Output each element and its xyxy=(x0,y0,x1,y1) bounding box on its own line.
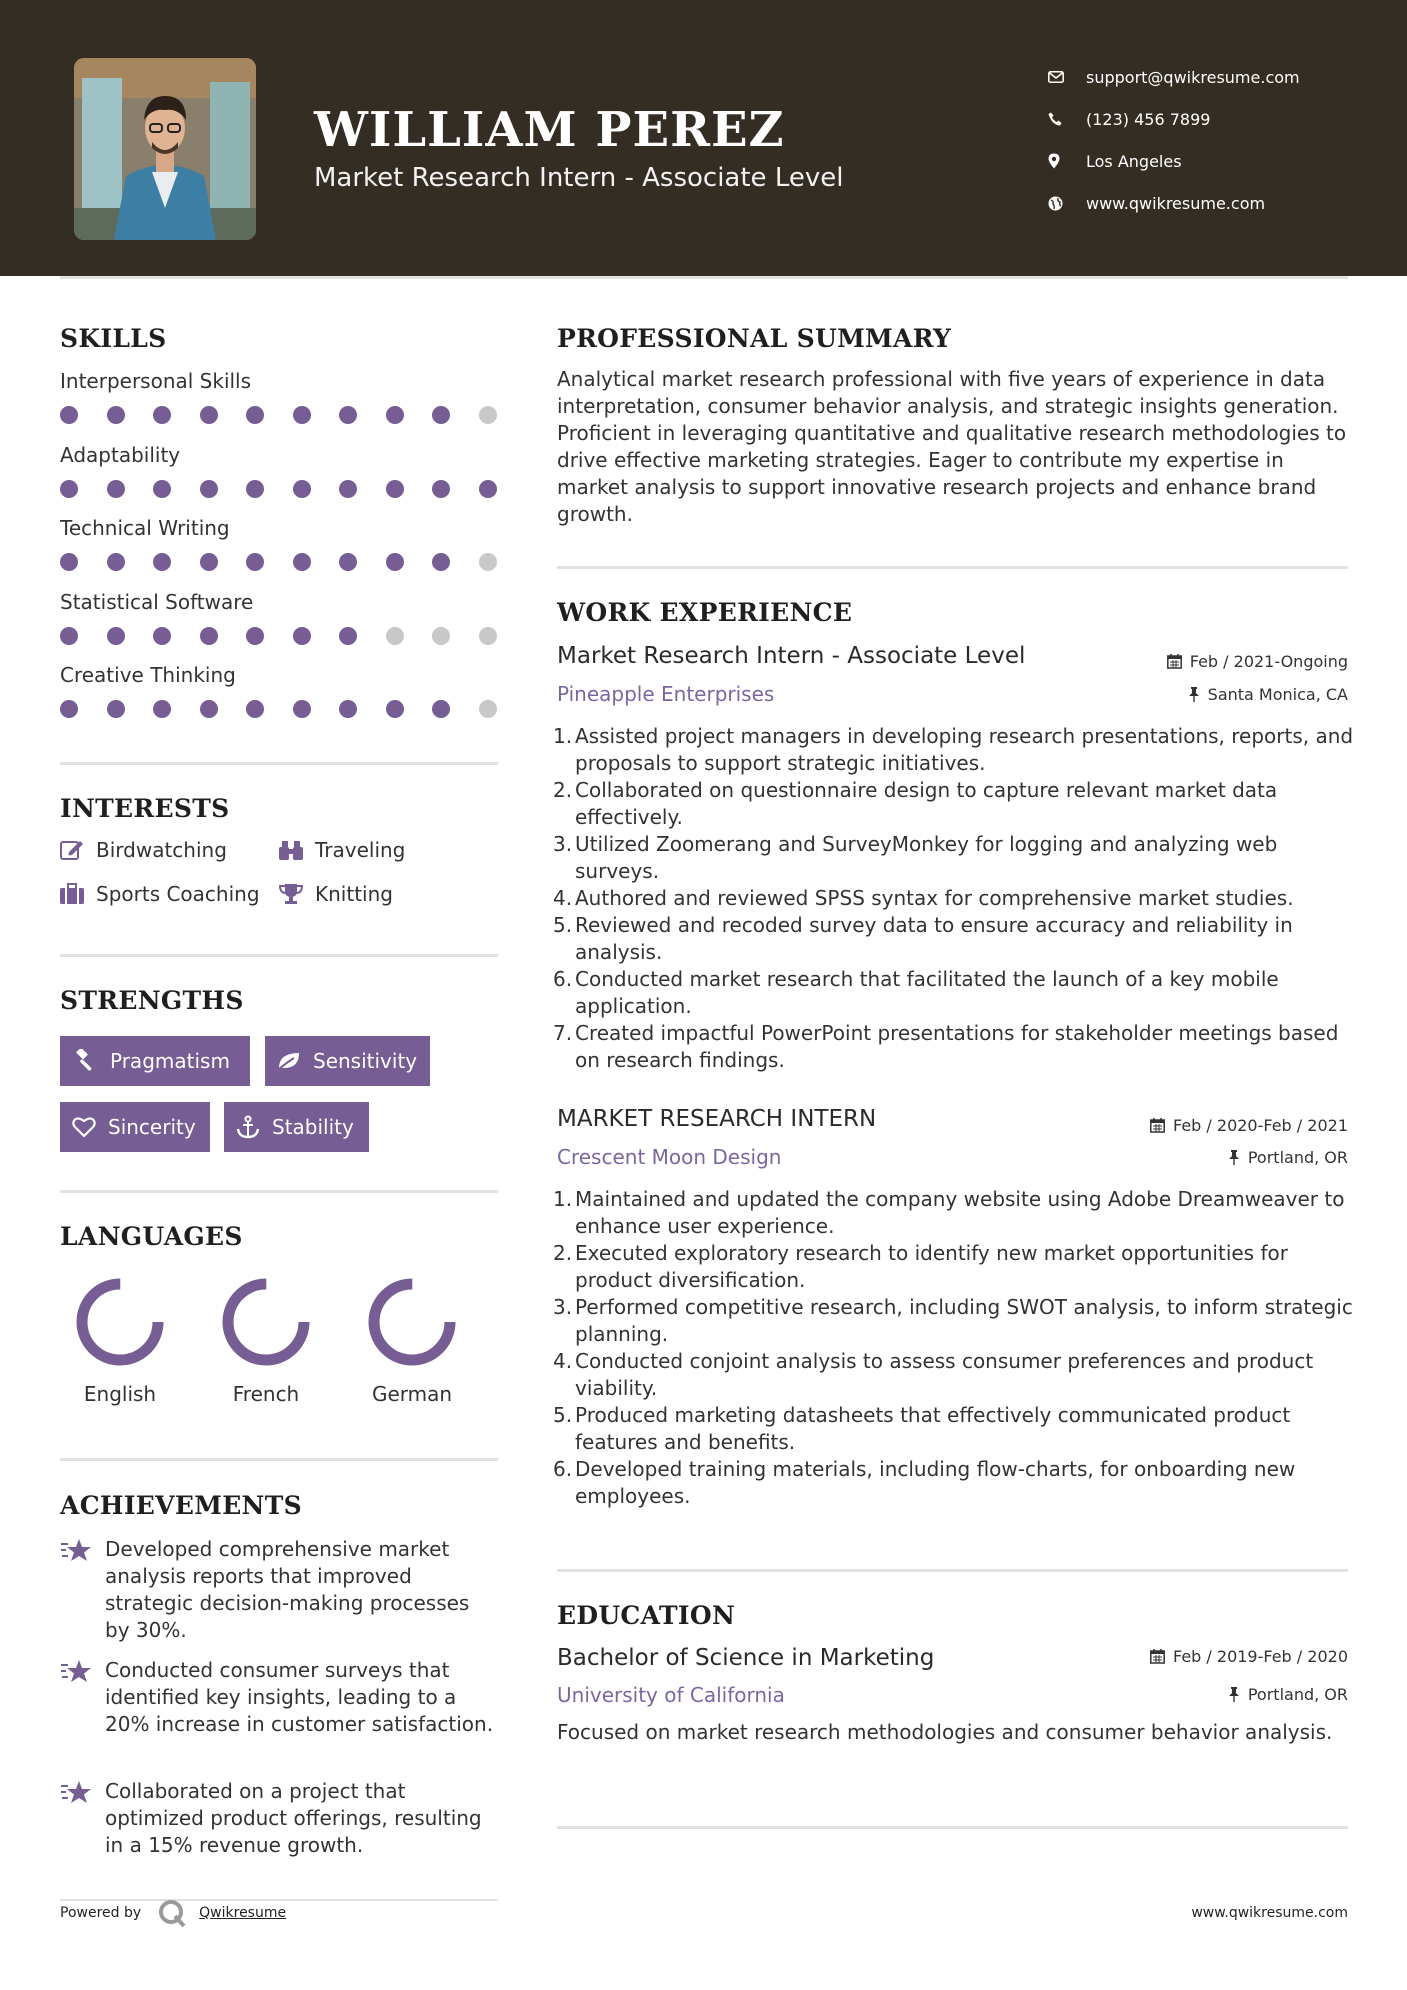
rating-dot-filled xyxy=(432,553,450,571)
pushpin-icon xyxy=(1228,1687,1240,1702)
strength-chip xyxy=(60,1036,250,1086)
strength-chip xyxy=(60,1102,210,1152)
bullet-item xyxy=(553,1402,1355,1456)
rating-dot-filled xyxy=(386,480,404,498)
bullet-text: Produced marketing datasheets that effectively communicated product features and benefits. xyxy=(575,1403,1291,1454)
rating-dot-empty xyxy=(432,627,450,645)
strength-label: Sincerity xyxy=(108,1115,196,1139)
job-location xyxy=(1188,685,1348,704)
language-gauge-arc xyxy=(82,1284,158,1360)
bullet-item xyxy=(553,1240,1355,1294)
powered-by-label: Powered by xyxy=(60,1905,142,1921)
map-pin-icon xyxy=(1048,153,1086,169)
bullet-number: 4. xyxy=(553,886,573,910)
contact-list xyxy=(1048,56,1300,224)
job-bullets xyxy=(553,1186,1355,1510)
rating-dot-filled xyxy=(246,627,264,645)
bullet-item xyxy=(553,1020,1355,1074)
bullet-text: Assisted project managers in developing research presentations, reports, and proposals to support strategic initiatives. xyxy=(575,724,1354,775)
rating-dot-filled xyxy=(339,480,357,498)
bullet-text: Executed exploratory research to identify new market opportunities for product diversification. xyxy=(575,1241,1288,1292)
interest-label: Birdwatching xyxy=(96,838,227,862)
pushpin-icon xyxy=(1228,1150,1240,1165)
rating-dot-filled xyxy=(153,406,171,424)
education-location xyxy=(1228,1685,1348,1704)
contact-phone-text: (123) 456 7899 xyxy=(1086,109,1211,129)
gavel-icon xyxy=(72,1049,98,1073)
language-label: English xyxy=(83,1382,157,1406)
bullet-text: Maintained and updated the company website using Adobe Dreamweaver to enhance user experience. xyxy=(575,1187,1345,1238)
achievement-item xyxy=(60,1657,500,1738)
rating-dot-filled xyxy=(60,553,78,571)
bullet-number: 1. xyxy=(553,724,573,748)
rating-dot-filled xyxy=(246,480,264,498)
pushpin-icon xyxy=(1188,687,1200,702)
bullet-item xyxy=(553,831,1355,885)
bullet-text: Conducted conjoint analysis to assess consumer preferences and product viability. xyxy=(575,1349,1314,1400)
rating-dot-filled xyxy=(200,553,218,571)
strength-label: Pragmatism xyxy=(110,1049,230,1073)
contact-website-text: www.qwikresume.com xyxy=(1086,193,1266,213)
rating-dot-filled xyxy=(153,627,171,645)
bullet-item xyxy=(553,723,1355,777)
rating-dot-filled xyxy=(293,553,311,571)
rating-dot-filled xyxy=(293,480,311,498)
interest-label: Sports Coaching xyxy=(96,882,260,906)
rating-dot-filled xyxy=(153,480,171,498)
interest-label: Knitting xyxy=(315,882,393,906)
candidate-title: Market Research Intern - Associate Level xyxy=(314,163,844,193)
rating-dot-filled xyxy=(386,553,404,571)
contact-phone[interactable] xyxy=(1048,98,1300,140)
bullet-text: Collaborated on questionnaire design to capture relevant market data effectively. xyxy=(575,778,1278,829)
job-location xyxy=(1228,1148,1348,1167)
job-location-text: Portland, OR xyxy=(1247,1148,1348,1167)
contact-website[interactable] xyxy=(1048,182,1300,224)
rating-dot-filled xyxy=(107,553,125,571)
bullet-number: 5. xyxy=(553,1403,573,1427)
bullet-item xyxy=(553,912,1355,966)
education-heading: EDUCATION xyxy=(557,1601,736,1630)
rating-dot-filled xyxy=(107,480,125,498)
achievement-text: Conducted consumer surveys that identified key insights, leading to a 20% increase in customer satisfaction. xyxy=(105,1658,494,1736)
education-dates xyxy=(1150,1647,1348,1666)
rating-dot-filled xyxy=(60,700,78,718)
rating-dot-filled xyxy=(386,700,404,718)
rating-dot-filled xyxy=(107,406,125,424)
job-dates-text: Feb / 2020-Feb / 2021 xyxy=(1173,1116,1348,1135)
bullet-number: 3. xyxy=(553,832,573,856)
bullet-text: Created impactful PowerPoint presentations for stakeholder meetings based on research findings. xyxy=(575,1021,1339,1072)
leaf-icon xyxy=(277,1051,301,1071)
heart-icon xyxy=(72,1116,96,1138)
rating-dot-filled xyxy=(479,480,497,498)
bullet-number: 2. xyxy=(553,1241,573,1265)
calendar-icon xyxy=(1150,1118,1165,1133)
interests-divider xyxy=(60,954,498,957)
job-title: Market Research Intern - Associate Level xyxy=(557,643,1026,669)
language-item xyxy=(342,1272,482,1406)
language-item xyxy=(50,1272,190,1406)
bullet-item xyxy=(553,1294,1355,1348)
star-badge-icon xyxy=(60,1778,105,1859)
rating-dot-filled xyxy=(246,700,264,718)
language-label: German xyxy=(371,1382,453,1406)
achievement-text: Collaborated on a project that optimized product offerings, resulting in a 15% revenue growth. xyxy=(105,1779,482,1857)
bullet-text: Authored and reviewed SPSS syntax for comprehensive market studies. xyxy=(575,886,1294,910)
experience-divider xyxy=(557,1569,1348,1572)
skill-name: Creative Thinking xyxy=(60,663,236,687)
resume-header xyxy=(0,0,1407,276)
achievements-heading: ACHIEVEMENTS xyxy=(60,1491,302,1520)
star-badge-icon xyxy=(60,1657,105,1738)
rating-dot-empty xyxy=(479,406,497,424)
interests-heading: INTERESTS xyxy=(60,794,230,823)
skill-name: Interpersonal Skills xyxy=(60,369,252,393)
strength-label: Sensitivity xyxy=(313,1049,418,1073)
bullet-text: Conducted market research that facilitated the launch of a key mobile application. xyxy=(575,967,1279,1018)
job-bullets xyxy=(553,723,1355,1074)
job-location-text: Santa Monica, CA xyxy=(1207,685,1348,704)
bullet-number: 6. xyxy=(553,1457,573,1481)
education-description: Focused on market research methodologies and consumer behavior analysis. xyxy=(557,1720,1333,1744)
education-divider xyxy=(557,1826,1348,1829)
bullet-item xyxy=(553,1348,1355,1402)
rating-dot-filled xyxy=(60,480,78,498)
rating-dot-filled xyxy=(200,700,218,718)
job-title: MARKET RESEARCH INTERN xyxy=(557,1106,877,1132)
rating-dot-filled xyxy=(432,406,450,424)
rating-dot-filled xyxy=(200,627,218,645)
bullet-number: 7. xyxy=(553,1021,573,1045)
contact-location-text: Los Angeles xyxy=(1086,151,1182,171)
skills-heading: SKILLS xyxy=(60,324,167,353)
rating-dot-filled xyxy=(107,700,125,718)
interest-item xyxy=(60,838,227,862)
strength-label: Stability xyxy=(272,1115,354,1139)
rating-dot-filled xyxy=(293,627,311,645)
bullet-number: 2. xyxy=(553,778,573,802)
language-gauge xyxy=(70,1272,170,1372)
rating-dot-filled xyxy=(200,480,218,498)
bullet-text: Performed competitive research, including SWOT analysis, to inform strategic planning. xyxy=(575,1295,1353,1346)
rating-dot-filled xyxy=(339,553,357,571)
calendar-icon xyxy=(1150,1649,1165,1664)
bullet-item xyxy=(553,966,1355,1020)
rating-dot-filled xyxy=(107,627,125,645)
job-dates xyxy=(1167,652,1348,671)
skill-rating xyxy=(60,552,500,572)
language-gauge-arc xyxy=(374,1284,450,1360)
summary-heading: PROFESSIONAL SUMMARY xyxy=(557,324,952,353)
skill-name: Adaptability xyxy=(60,442,181,467)
skill-rating xyxy=(60,626,500,646)
powered-by xyxy=(60,1898,286,1928)
skill-rating xyxy=(60,699,500,719)
strength-chip xyxy=(265,1036,430,1086)
skill-name: Statistical Software xyxy=(60,589,254,614)
rating-dot-filled xyxy=(339,700,357,718)
contact-email[interactable] xyxy=(1048,56,1300,98)
bullet-text: Utilized Zoomerang and SurveyMonkey for logging and analyzing web surveys. xyxy=(575,832,1278,883)
trophy-icon xyxy=(279,883,303,905)
rating-dot-empty xyxy=(479,553,497,571)
bullet-number: 1. xyxy=(553,1187,573,1211)
strengths-divider xyxy=(60,1190,498,1193)
contact-email-text: support@qwikresume.com xyxy=(1086,67,1300,87)
rating-dot-empty xyxy=(479,627,497,645)
bullet-item xyxy=(553,1456,1355,1510)
profile-photo xyxy=(74,58,256,240)
bullet-number: 3. xyxy=(553,1295,573,1319)
language-gauge-arc xyxy=(228,1284,304,1360)
pencil-square-icon xyxy=(60,839,84,861)
language-label: French xyxy=(232,1382,300,1406)
summary-divider xyxy=(557,566,1348,569)
rating-dot-filled xyxy=(432,700,450,718)
summary-text: Analytical market research professional with five years of experience in data interpretation, consumer behavior analysis, and strategic insights generation. Proficient in leveraging quantitative and qualitative research methodologies to drive effective marketing strategies. Eager to contribute my expertise in market analysis to support innovative research projects and enhance brand growth. xyxy=(557,367,1347,526)
briefcase-icon xyxy=(60,883,84,905)
language-gauge xyxy=(216,1272,316,1372)
language-item xyxy=(196,1272,336,1406)
rating-dot-empty xyxy=(479,700,497,718)
interest-item xyxy=(279,838,405,862)
strength-chip xyxy=(224,1102,369,1152)
globe-icon xyxy=(1048,196,1086,211)
bullet-number: 5. xyxy=(553,913,573,937)
rating-dot-empty xyxy=(386,627,404,645)
languages-divider xyxy=(60,1458,498,1461)
rating-dot-filled xyxy=(432,480,450,498)
rating-dot-filled xyxy=(246,406,264,424)
language-gauge xyxy=(362,1272,462,1372)
education-dates-text: Feb / 2019-Feb / 2020 xyxy=(1173,1647,1348,1666)
rating-dot-filled xyxy=(246,553,264,571)
skill-rating xyxy=(60,479,500,499)
bullet-text: Developed training materials, including flow-charts, for onboarding new employees. xyxy=(575,1457,1296,1508)
qwikresume-link[interactable]: Qwikresume xyxy=(199,1905,287,1921)
rating-dot-filled xyxy=(339,406,357,424)
contact-location xyxy=(1048,140,1300,182)
degree-title: Bachelor of Science in Marketing xyxy=(557,1645,935,1671)
rating-dot-filled xyxy=(60,406,78,424)
job-dates xyxy=(1150,1116,1348,1135)
education-location-text: Portland, OR xyxy=(1247,1685,1348,1704)
bullet-item xyxy=(553,777,1355,831)
bullet-number: 6. xyxy=(553,967,573,991)
rating-dot-filled xyxy=(293,700,311,718)
rating-dot-filled xyxy=(293,406,311,424)
rating-dot-filled xyxy=(386,406,404,424)
company-name: Pineapple Enterprises xyxy=(557,682,775,706)
skill-name: Technical Writing xyxy=(60,516,230,540)
rating-dot-filled xyxy=(339,627,357,645)
qwikresume-logo-icon xyxy=(157,1898,187,1928)
achievement-item xyxy=(60,1778,500,1859)
bullet-item xyxy=(553,1186,1355,1240)
bullet-number: 4. xyxy=(553,1349,573,1373)
experience-heading: WORK EXPERIENCE xyxy=(557,598,853,627)
rating-dot-filled xyxy=(60,627,78,645)
star-badge-icon xyxy=(60,1536,105,1644)
anchor-icon xyxy=(236,1115,260,1139)
calendar-icon xyxy=(1167,654,1182,669)
envelope-icon xyxy=(1048,71,1086,83)
footer-website[interactable]: www.qwikresume.com xyxy=(1191,1905,1348,1921)
bullet-item xyxy=(553,885,1355,912)
school-name: University of California xyxy=(557,1683,785,1707)
binoculars-icon xyxy=(279,839,303,861)
job-dates-text: Feb / 2021-Ongoing xyxy=(1189,652,1348,671)
skill-rating xyxy=(60,405,500,425)
rating-dot-filled xyxy=(200,406,218,424)
skills-divider xyxy=(60,762,498,765)
phone-icon xyxy=(1048,112,1086,126)
rating-dot-filled xyxy=(153,700,171,718)
interest-item xyxy=(279,882,393,906)
achievement-item xyxy=(60,1536,500,1644)
header-divider xyxy=(60,276,1348,279)
company-name: Crescent Moon Design xyxy=(557,1145,782,1169)
rating-dot-filled xyxy=(153,553,171,571)
interest-label: Traveling xyxy=(315,838,406,862)
candidate-name: WILLIAM PEREZ xyxy=(314,102,785,158)
interest-item xyxy=(60,882,260,906)
achievement-text: Developed comprehensive market analysis reports that improved strategic decision-making processes by 30%. xyxy=(105,1537,470,1642)
languages-heading: LANGUAGES xyxy=(60,1222,243,1251)
bullet-text: Reviewed and recoded survey data to ensure accuracy and reliability in analysis. xyxy=(575,913,1293,964)
strengths-heading: STRENGTHS xyxy=(60,986,244,1015)
